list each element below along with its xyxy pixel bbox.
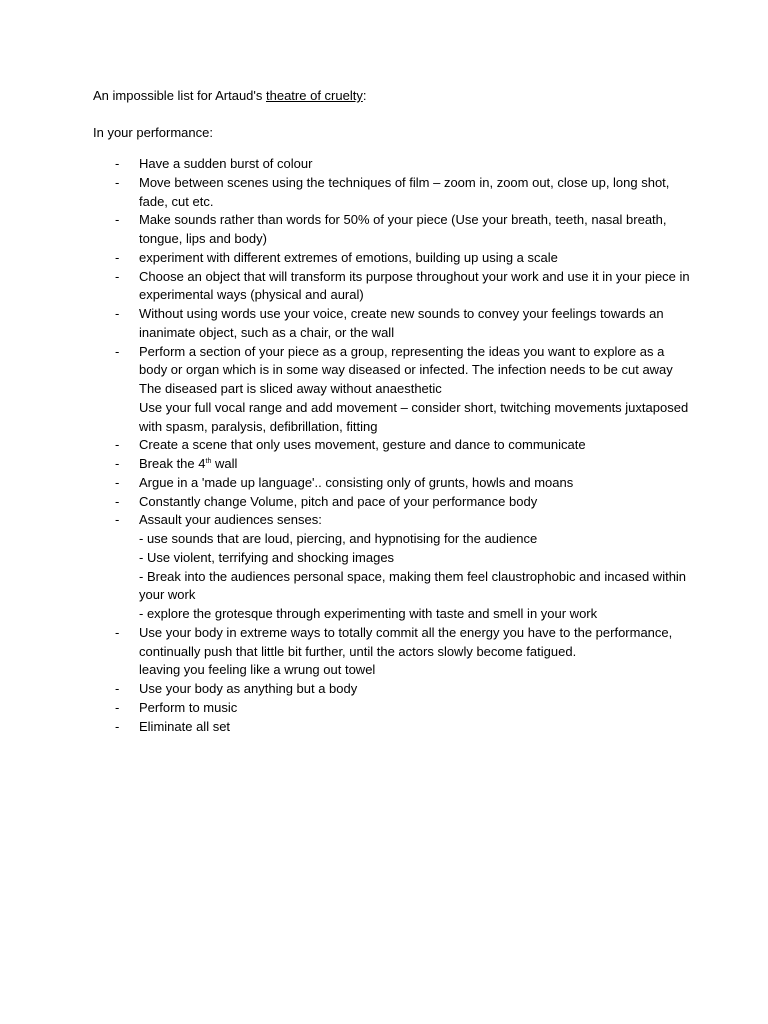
list-item — [93, 174, 693, 212]
break-wall-suffix: wall — [211, 456, 238, 471]
list-item — [93, 624, 693, 680]
list-item-text: Use your body as anything but a body — [139, 681, 358, 696]
superscript-ordinal: th — [205, 458, 212, 465]
list-item — [93, 455, 693, 474]
list-item — [93, 699, 693, 718]
bullet-dash: - — [115, 174, 120, 190]
list-item-text: Constantly change Volume, pitch and pace of your performance body — [139, 493, 538, 509]
bullet-dash: - — [115, 437, 120, 453]
list-item — [93, 680, 693, 699]
list-item-text: experiment with different extremes of emotions, building up using a scale — [139, 249, 558, 265]
list-item — [93, 211, 693, 249]
list-item-text: Create a scene that only uses movement, gesture and dance to communicate — [139, 437, 586, 453]
intro-line: In your performance: — [93, 125, 213, 140]
break-wall-prefix: Break the 4 — [139, 456, 206, 471]
list-item-continuation: The diseased part is sliced away without anaesthetic — [139, 381, 442, 396]
bullet-dash: - — [115, 624, 120, 640]
sub-item: - explore the grotesque through experimenting with taste and smell in your work — [139, 606, 598, 621]
list-item — [93, 511, 693, 624]
list-item — [93, 305, 693, 343]
bullet-dash: - — [115, 268, 120, 284]
title-prefix: An impossible list for Artaud's — [93, 88, 266, 103]
list-item — [93, 436, 693, 455]
list-item — [93, 493, 693, 512]
list-item-continuation: Use your full vocal range and add movement – consider short, twitching movements juxtaposed with spasm, paralysis, defibrillation, fitting — [139, 399, 689, 434]
sub-item: - Break into the audiences personal space, making them feel claustrophobic and incased within your work — [139, 568, 687, 603]
list-item-text: Perform to music — [139, 699, 238, 715]
bullet-dash: - — [115, 681, 120, 696]
list-item — [93, 155, 693, 174]
bullet-dash: - — [115, 699, 120, 715]
list-item-text: Make sounds rather than words for 50% of your piece (Use your breath, teeth, nasal breath, tongue, lips and body) — [139, 212, 667, 246]
bullet-dash: - — [115, 456, 120, 471]
list-item — [93, 268, 693, 306]
sub-item: - Use violent, terrifying and shocking images — [139, 549, 395, 565]
title-underlined-text: theatre of cruelty — [266, 88, 363, 103]
list-item-text — [139, 456, 237, 471]
list-item-text: Argue in a 'made up language'.. consisting only of grunts, howls and moans — [139, 474, 574, 490]
list-item-text: Assault your audiences senses: — [139, 512, 322, 528]
list-item-text: Choose an object that will transform its purpose throughout your work and use it in your piece in experimental ways (physical and aural) — [139, 268, 690, 303]
list-item-text: Without using words use your voice, create new sounds to convey your feelings towards an inanimate object, such as a chair, or the wall — [139, 306, 664, 340]
list-item-text: Have a sudden burst of colour — [139, 156, 313, 171]
bullet-dash: - — [115, 212, 120, 228]
bullet-dash: - — [115, 249, 120, 265]
bullet-dash: - — [115, 343, 120, 359]
bullet-dash: - — [115, 474, 120, 490]
list-item-text: Move between scenes using the techniques of film – zoom in, zoom out, close up, long shot, fade, cut etc. — [139, 174, 670, 209]
list-item-text: Perform a section of your piece as a group, representing the ideas you want to explore as a body or organ which is in some way diseased or infected. The infection needs to be cut away — [139, 343, 673, 378]
bullet-dash: - — [115, 156, 120, 171]
bullet-dash: - — [115, 493, 120, 509]
bullet-dash: - — [115, 512, 120, 528]
list-item — [93, 249, 693, 268]
list-item — [93, 474, 693, 493]
sub-item: - use sounds that are loud, piercing, and hypnotising for the audience — [139, 531, 538, 546]
bullet-dash: - — [115, 718, 120, 734]
list-item — [93, 718, 693, 737]
list-item-text: Use your body in extreme ways to totally commit all the energy you have to the performance, continually push that little bit further, until the actors slowly become fatigued. — [139, 624, 673, 659]
list-item-continuation: leaving you feeling like a wrung out towel — [139, 662, 376, 678]
list-item — [93, 343, 693, 437]
bullet-dash: - — [115, 306, 120, 321]
list-item-text: Eliminate all set — [139, 718, 231, 734]
performance-list — [93, 155, 693, 736]
document-title — [93, 87, 366, 105]
title-suffix: : — [362, 88, 367, 103]
